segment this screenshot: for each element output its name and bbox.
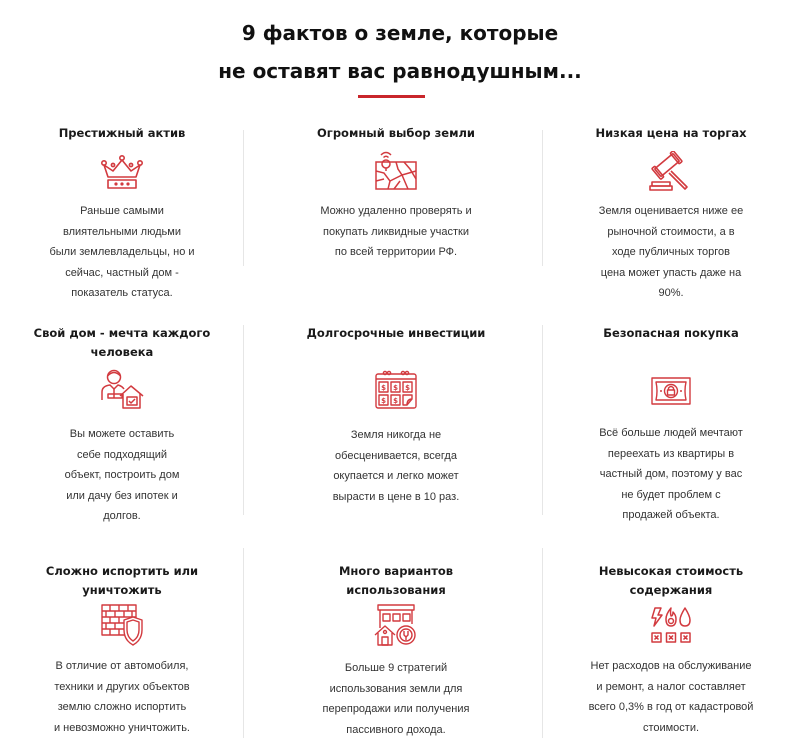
fact-title: Долгосрочные инвестиции [306, 326, 486, 340]
fact-card-low-maintenance [556, 562, 786, 738]
secure-banknote-icon [651, 377, 691, 405]
divider [542, 325, 543, 515]
fact-title: Низкая цена на торгах [595, 126, 747, 140]
utilities-no-cost-icon [649, 606, 693, 646]
fact-description: Можно удаленно проверять и покупать ликвидные участки по всей территории РФ. [320, 205, 472, 258]
svg-text:$: $ [381, 397, 386, 405]
calendar-money-icon [375, 369, 417, 409]
fact-description: Всё больше людей мечтают переехать из квартиры в частный дом, поэтому у вас не будет проблем с продажей объекта. [599, 427, 743, 521]
fact-description: Земля оценивается ниже ее рыночной стоимости, а в ходе публичных торгов цена может упасть даже на 90%. [598, 205, 744, 299]
divider [542, 548, 543, 738]
brick-wall-shield-icon [101, 604, 143, 646]
fact-title: Свой дом - мечта каждого человека [33, 326, 211, 359]
fact-card-many-uses [281, 562, 511, 739]
divider [542, 130, 543, 266]
fact-title: Много вариантов использования [338, 564, 454, 597]
person-house-icon [100, 368, 144, 410]
title-line-2: не оставят вас равнодушным... [218, 59, 582, 83]
divider [243, 325, 244, 515]
svg-text:$: $ [393, 397, 398, 405]
fact-card-hard-to-damage [7, 562, 237, 738]
fact-title: Сложно испортить или уничтожить [45, 564, 199, 597]
divider [243, 130, 244, 266]
fact-title: Престижный актив [58, 126, 186, 140]
svg-text:$: $ [405, 384, 410, 392]
fact-title: Невысокая стоимость содержания [598, 564, 744, 597]
fact-card-low-price [556, 124, 786, 304]
fact-description: Раньше самыми влиятельными людьми были землевладельцы, но и сейчас, частный дом - показатель статуса. [49, 205, 195, 299]
fact-card-large-choice [281, 124, 511, 263]
svg-text:$: $ [381, 384, 386, 392]
svg-text:$: $ [393, 384, 398, 392]
fact-description: Земля никогда не обесценивается, всегда окупается и легко может вырасти в цене в 10 раз. [332, 429, 460, 503]
fact-card-safe-purchase [556, 324, 786, 526]
map-location-icon [374, 149, 418, 191]
divider [243, 548, 244, 738]
fact-description: В отличие от автомобиля, техники и других объектов землю сложно испортить и невозможно уничтожить. [53, 660, 190, 734]
fact-description: Вы можете оставить себе подходящий объект, построить дом или дачу без ипотек и долгов. [64, 428, 180, 522]
fact-title: Безопасная покупка [603, 326, 739, 340]
fact-title: Огромный выбор земли [317, 126, 475, 140]
fact-card-prestigious-asset [7, 124, 237, 304]
crown-icon [99, 153, 145, 193]
building-house-gear-icon [374, 604, 418, 646]
fact-card-own-house [7, 324, 237, 527]
fact-description: Нет расходов на обслуживание и ремонт, а налог составляет всего 0,3% в год от кадастровой стоимости. [588, 660, 754, 734]
title-line-1: 9 фактов о земле, которые [241, 21, 559, 45]
fact-description: Больше 9 стратегий использования земли для перепродажи или получения пассивного дохода. [322, 662, 470, 736]
auction-gavel-icon [649, 151, 693, 193]
fact-card-long-term-investment [281, 324, 511, 507]
